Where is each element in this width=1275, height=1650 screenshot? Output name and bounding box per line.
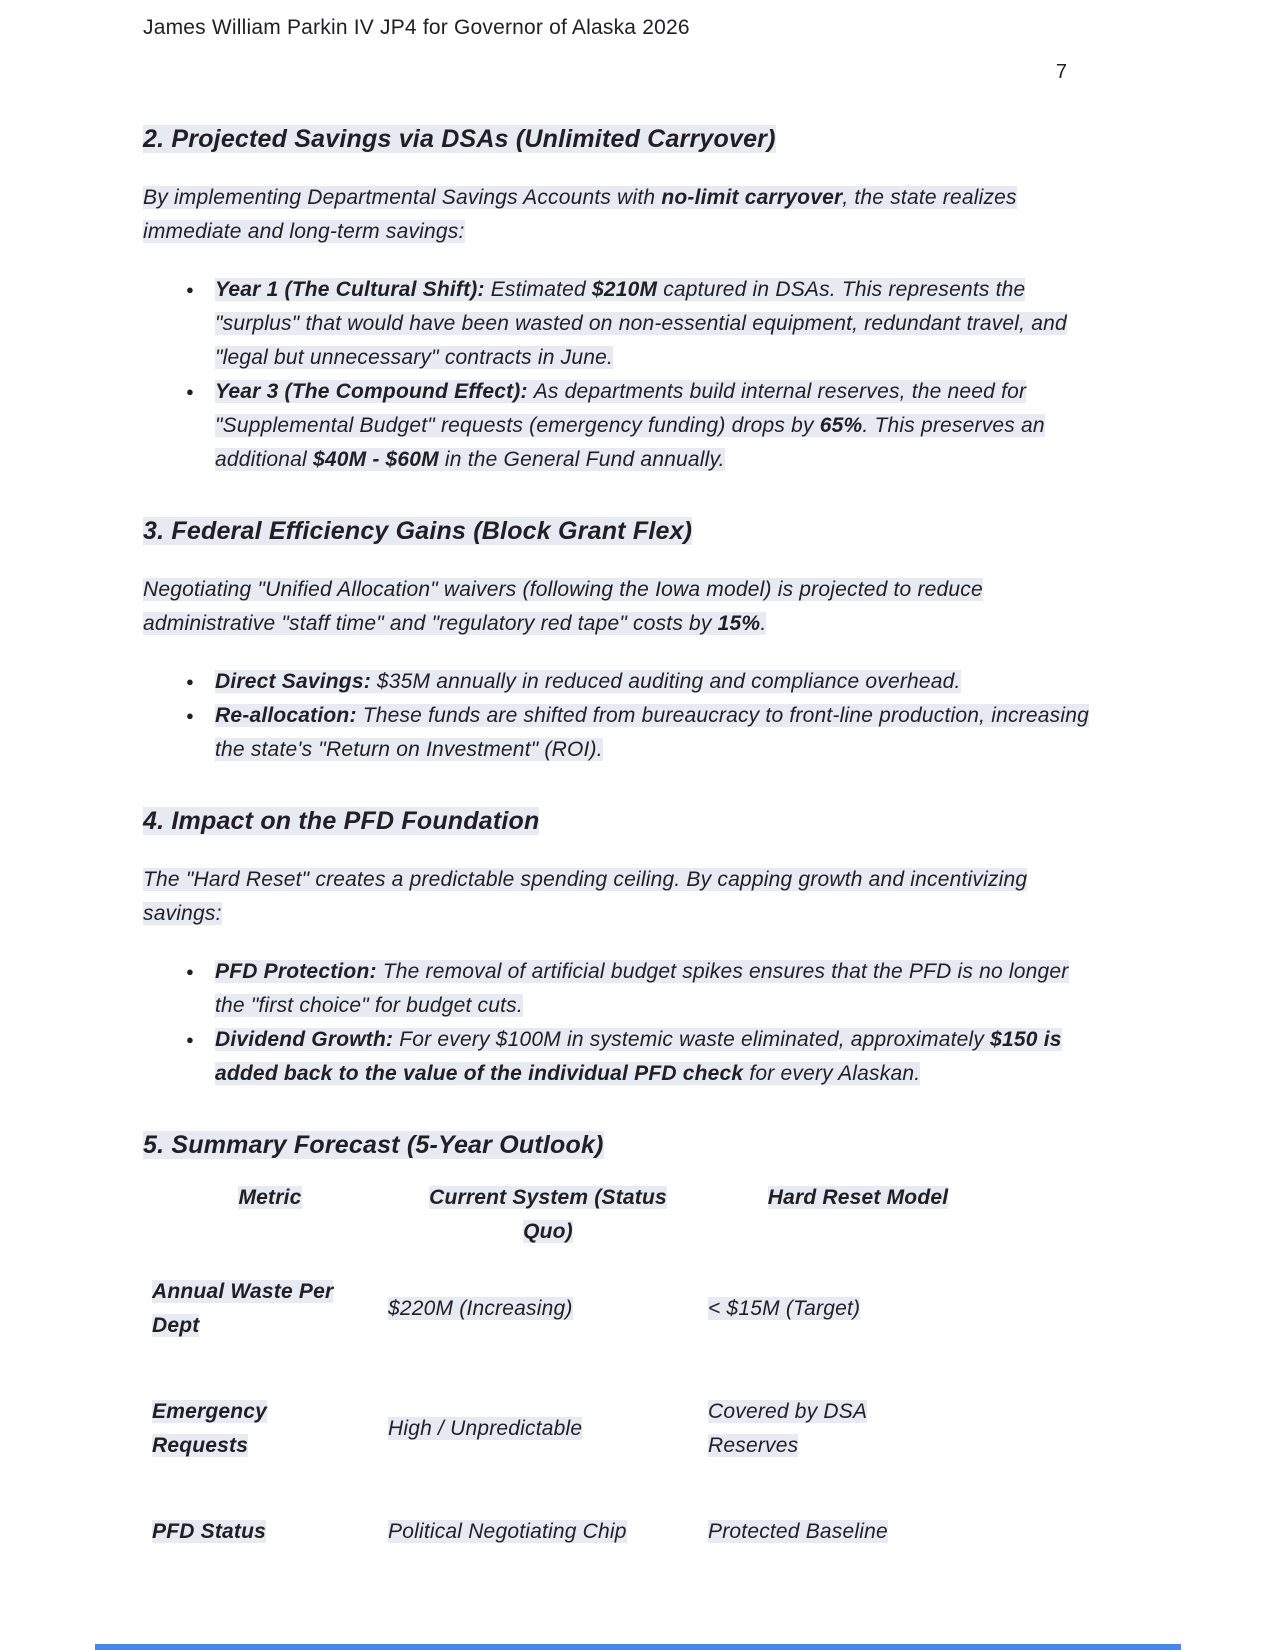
section-heading <box>143 515 1093 547</box>
bullet-item <box>186 665 1093 699</box>
section-heading <box>143 1129 1093 1161</box>
bullet-item <box>186 955 1093 1023</box>
table-cell-hard-reset <box>708 1249 1008 1369</box>
table-cell-metric <box>152 1369 388 1489</box>
document-header-title: James William Parkin IV JP4 for Governor of Alaska 2026 <box>143 16 690 39</box>
section-heading-text: 3. Federal Efficiency Gains (Block Grant Flex) <box>143 517 693 545</box>
bullet-list <box>143 665 1093 767</box>
table-cell-text: Annual Waste Per Dept <box>152 1280 334 1337</box>
bullet-text: Direct Savings: $35M annually in reduced auditing and compliance overhead. <box>215 670 961 693</box>
table-cell-text: Covered by DSA Reserves <box>708 1400 868 1457</box>
summary-forecast-table <box>152 1181 1008 1575</box>
bullet-text: PFD Protection: The removal of artificial budget spikes ensures that the PFD is no longer the "first choice" for budget cuts. <box>215 960 1069 1017</box>
paragraph <box>143 863 1093 931</box>
bullet-item <box>186 273 1093 375</box>
table-cell-text: PFD Status <box>152 1520 267 1543</box>
table-header-row <box>152 1181 1008 1249</box>
bullet-list <box>143 955 1093 1091</box>
table-header-cell <box>388 1181 708 1249</box>
section-heading-text: 2. Projected Savings via DSAs (Unlimited Carryover) <box>143 125 776 153</box>
document-body <box>143 123 1093 1575</box>
bullet-text: Re-allocation: These funds are shifted from bureaucracy to front-line production, increasing the state's "Return on Investment" (ROI). <box>215 704 1089 761</box>
table-header-cell <box>152 1181 388 1249</box>
table-cell-text: Protected Baseline <box>708 1520 888 1543</box>
table-cell-hard-reset <box>708 1369 1008 1489</box>
bullet-list <box>143 273 1093 477</box>
table-cell-text: Emergency Requests <box>152 1400 268 1457</box>
bullet-text: Dividend Growth: For every $100M in systemic waste eliminated, approximately $150 is added back to the value of the individual PFD check for every Alaskan. <box>215 1028 1062 1085</box>
page-number: 7 <box>1055 61 1067 83</box>
table-cell-metric <box>152 1249 388 1369</box>
table-header-text: Hard Reset Model <box>767 1186 949 1209</box>
paragraph <box>143 573 1093 641</box>
page-bottom-blue-bar <box>95 1644 1181 1650</box>
table-cell-current <box>388 1249 708 1369</box>
table-row <box>152 1249 1008 1369</box>
table-cell-text: < $15M (Target) <box>708 1297 861 1320</box>
paragraph-text: Negotiating "Unified Allocation" waivers (following the Iowa model) is projected to reduce administrative "staff time" and "regulatory red tape" costs by 15%. <box>143 578 983 635</box>
bullet-item <box>186 699 1093 767</box>
table-cell-text: High / Unpredictable <box>388 1417 583 1440</box>
table-header-text: Metric <box>238 1186 302 1209</box>
table-header-text: Current System (Status Quo) <box>429 1186 667 1243</box>
bullet-item <box>186 1023 1093 1091</box>
table-cell-current <box>388 1369 708 1489</box>
paragraph-text: The "Hard Reset" creates a predictable spending ceiling. By capping growth and incentivizing savings: <box>143 868 1028 925</box>
table-cell-current <box>388 1489 708 1575</box>
table-row <box>152 1489 1008 1575</box>
section-heading-text: 5. Summary Forecast (5-Year Outlook) <box>143 1131 604 1159</box>
paragraph <box>143 181 1093 249</box>
section-heading <box>143 123 1093 155</box>
section-heading-text: 4. Impact on the PFD Foundation <box>143 807 540 835</box>
table-cell-metric <box>152 1489 388 1575</box>
bullet-text: Year 1 (The Cultural Shift): Estimated $210M captured in DSAs. This represents the "surplus" that would have been wasted on non-essential equipment, redundant travel, and "legal but unnecessary" contracts in June. <box>215 278 1067 369</box>
bullet-item <box>186 375 1093 477</box>
table-row <box>152 1369 1008 1489</box>
table-header-cell <box>708 1181 1008 1249</box>
section-heading <box>143 805 1093 837</box>
table-cell-text: $220M (Increasing) <box>388 1297 573 1320</box>
table-cell-hard-reset <box>708 1489 1008 1575</box>
bullet-text: Year 3 (The Compound Effect): As departments build internal reserves, the need for "Supplemental Budget" requests (emergency funding) drops by 65%. This preserves an additional $40M - $60M in the General Fund annually. <box>215 380 1045 471</box>
paragraph-text: By implementing Departmental Savings Accounts with no-limit carryover, the state realizes immediate and long-term savings: <box>143 186 1017 243</box>
table-cell-text: Political Negotiating Chip <box>388 1520 627 1543</box>
